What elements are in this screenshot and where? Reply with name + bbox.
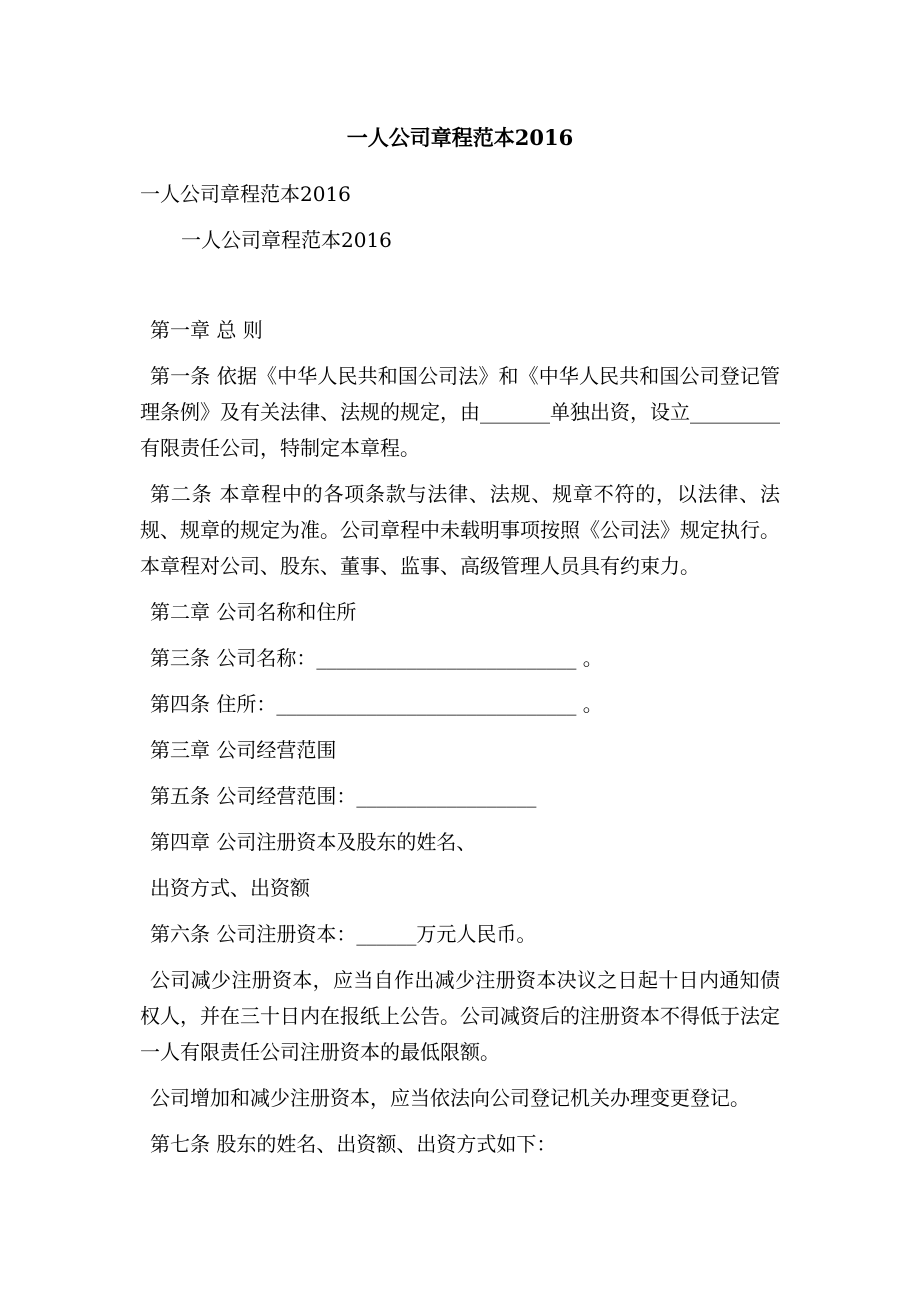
article-paragraph: 第七条 股东的姓名、出资额、出资方式如下： [150,1132,557,1156]
chapter-heading: 第四章 公司注册资本及股东的姓名、 [150,830,477,854]
article-paragraph: 第六条 公司注册资本：______万元人民币。 [150,922,537,946]
document-body [140,312,780,1172]
chapter-heading: 第三章 公司经营范围 [150,738,337,762]
body-paragraph: 公司增加和减少注册资本，应当依法向公司登记机关办理变更登记。 [150,1086,750,1110]
article-paragraph: 第二条 本章程中的各项条款与法律、法规、规章不符的，以法律、法规、规章的规定为准。公司章程中未载明事项按照《公司法》规定执行。本章程对公司、股东、董事、监事、高级管理人员具有约束力。 [140,482,780,578]
document-subtitle: 一人公司章程范本2016 [140,182,351,206]
article-paragraph: 第一条 依据《中华人民共和国公司法》和《中华人民共和国公司登记管理条例》及有关法律、法规的规定，由_______单独出资，设立_________有限责任公司，特制定本章程。 [140,364,780,460]
chapter-heading-continued: 出资方式、出资额 [150,876,310,900]
document-subtitle-indented: 一人公司章程范本2016 [181,228,392,252]
article-paragraph: 第五条 公司经营范围：__________________ [150,784,537,808]
chapter-heading: 第一章 总 则 [150,318,263,342]
article-paragraph: 第四条 住所：______________________________ 。 [150,692,603,716]
article-paragraph: 第三条 公司名称：__________________________ 。 [150,646,603,670]
document-title: 一人公司章程范本2016 [346,125,574,150]
chapter-heading: 第二章 公司名称和住所 [150,600,357,624]
body-paragraph: 公司减少注册资本，应当自作出减少注册资本决议之日起十日内通知债权人，并在三十日内在报纸上公告。公司减资后的注册资本不得低于法定一人有限责任公司注册资本的最低限额。 [140,968,780,1064]
